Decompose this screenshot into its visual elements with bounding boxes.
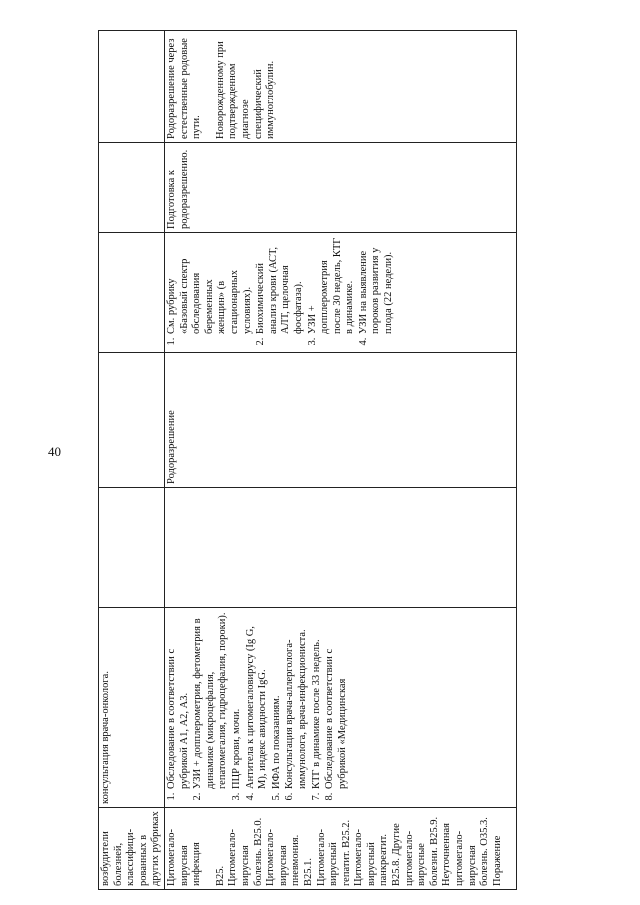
exam-step: 6. Консультация врача-аллерголога-иммунолога, врача-инфекциониста. [284,611,309,790]
outcome-newborn: Новорожденному при подтвержденном диагнозе специфический иммуноглобулин. [214,41,277,139]
header-cell-oncologist: консультация врача-онколога. [99,608,165,808]
empty-cell [164,488,516,608]
exam-step: 7. КТГ в динамике после 33 недель. [311,611,324,790]
exam-step: 1. Обследование в соответствии с рубрикой А1, А2, А3. [166,611,191,790]
inpatient-exam-step: 3. УЗИ + допплерометрия после 30 недель, КТГ в динамике. [307,236,357,335]
exam-step: 2. УЗИ + допплерометрия, фетометрия в динамике (микроцефалия, гепатомегалия, гидроцефалия, пороки). [192,611,230,790]
exam-step: 3. ПЦР крови, мочи. [231,611,244,790]
table-header-row [99,31,165,890]
header-cell-empty-3 [99,488,165,608]
preparation-cell: Подготовка к родоразрешению. [164,143,516,233]
rotated-table-wrapper [98,31,516,890]
clinical-protocol-table [98,30,517,890]
exam-cell [164,608,516,808]
header-cell-empty-6 [99,143,165,233]
diagnosis-title: Цитомегало-вирусная инфекция [165,828,203,886]
table-row-cmv [164,31,516,890]
exam-list [166,611,349,804]
inpatient-exam-step: 2. Биохимический анализ крови (АСТ, АЛТ, щелочная фосфатаза). [255,236,305,335]
outcome-delivery: Родоразрешение через естественные родовые пути. [165,38,203,139]
exam-step: 5. ИФА по показаниям. [271,611,284,790]
inpatient-exam-step: 4. УЗИ на выявление пороков развития у плода (22 недели). [358,236,396,335]
inpatient-exam-list [166,236,396,349]
diagnosis-codes: B25. Цитомегало-вирусная болезнь. B25.0. Цитомегало-вирусная пневмония. B25.1. Цитомегало-вирусный гепатит. B25.2. Цитомегало-вирусный панкреатит. B25.8. Другие цитомегало-вирусные болезни. B25.9. Неуточненная цитомегало-вирусная болезнь. O35.3. Поражение [214,816,503,886]
inpatient-exam-step: 1. См. рубрику «Базовый спектр обследования беременных женщин» (в стационарных условиях). [166,236,254,335]
outcome-cell [164,31,516,143]
header-cell-empty-5 [99,233,165,353]
header-cell-pathogens: возбудители болезней, классифици-рованных в других рубриках [99,808,165,890]
page-number: 40 [48,444,61,459]
header-cell-empty-4 [99,353,165,488]
diagnosis-cell [164,808,516,890]
inpatient-exam-cell [164,233,516,353]
delivery-cell: Родоразрешение [164,353,516,488]
exam-step: 8. Обследование в соответствии с рубрикой «Медицинская [324,611,349,790]
exam-step: 4. Антитела к цитомегаловирусу (Ig G, M), индекс авидности IgG. [245,611,270,790]
header-cell-empty-7 [99,31,165,143]
